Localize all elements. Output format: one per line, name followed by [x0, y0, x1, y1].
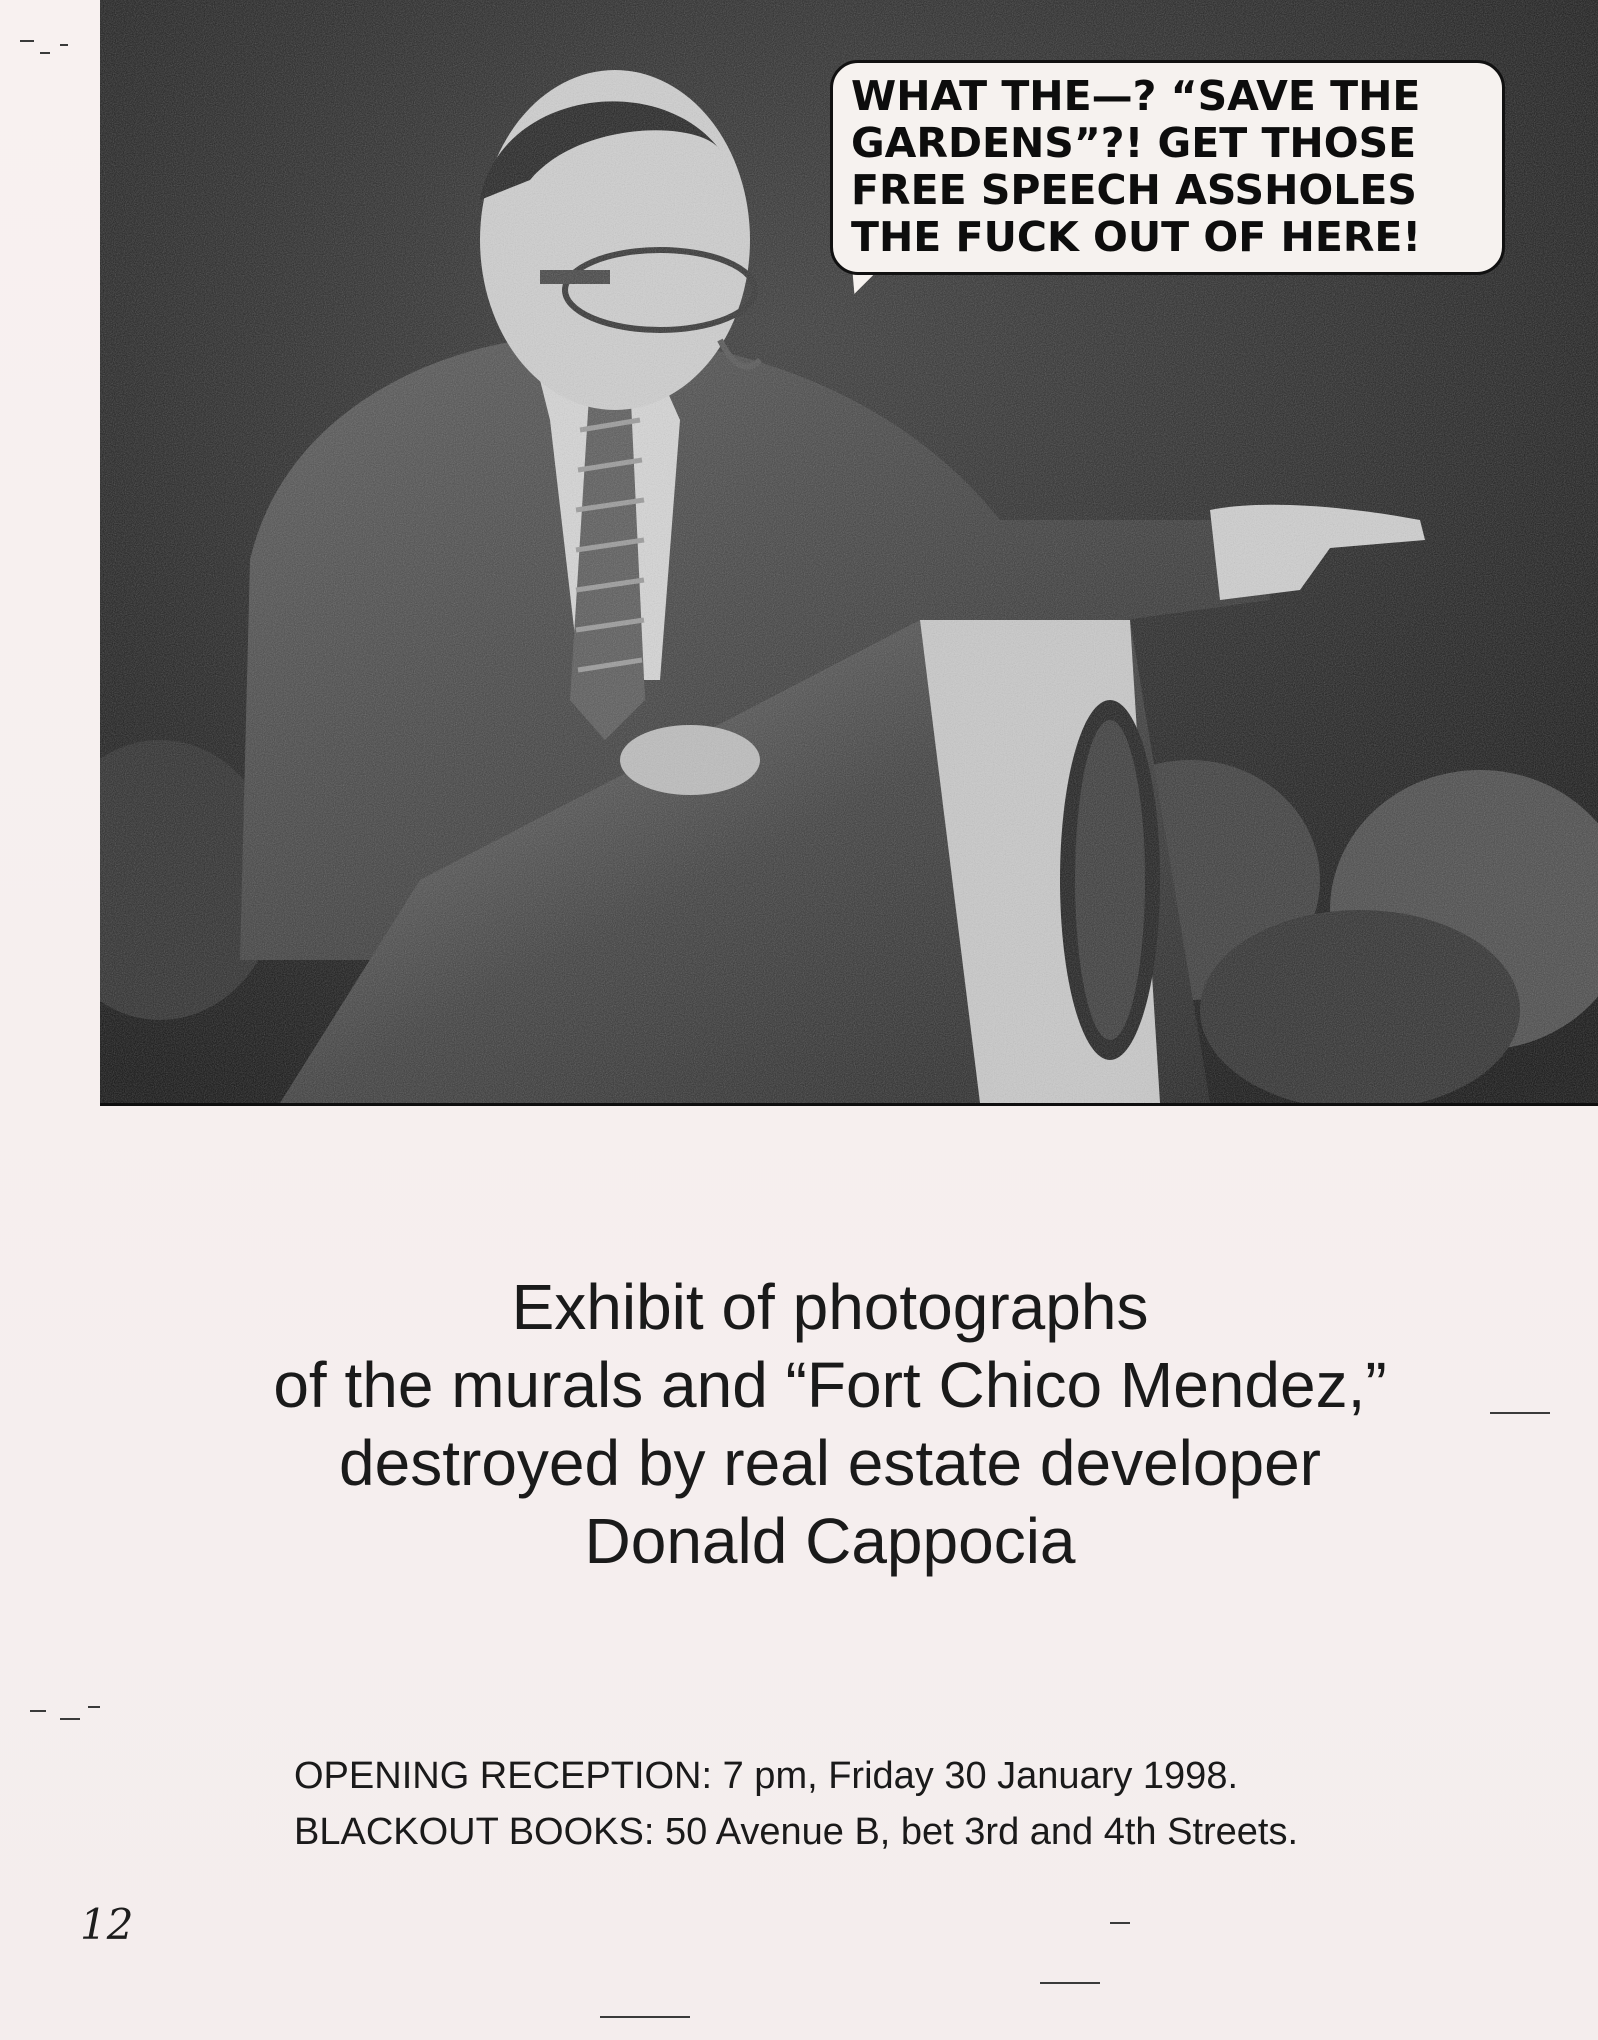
opening-reception: OPENING RECEPTION: 7 pm, Friday 30 January 1998.: [294, 1755, 1239, 1797]
event-details: [294, 1748, 1554, 1860]
caption-line-2: of the murals and “Fort Chico Mendez,”: [273, 1349, 1387, 1421]
caption-line-1: Exhibit of photographs: [511, 1271, 1149, 1343]
speech-bubble: [830, 60, 1505, 275]
bubble-line-1: WHAT THE—? “SAVE THE: [851, 72, 1421, 120]
bubble-line-2: GARDENS”?! GET THOSE: [851, 119, 1417, 167]
bubble-line-4: THE FUCK OUT OF HERE!: [851, 213, 1422, 261]
bubble-line-3: FREE SPEECH ASSHOLES: [851, 166, 1417, 214]
page-number: 12: [80, 1900, 134, 1949]
exhibit-caption: [100, 1268, 1560, 1580]
venue-address: BLACKOUT BOOKS: 50 Avenue B, bet 3rd and 4th Streets.: [294, 1811, 1299, 1853]
caption-line-3: destroyed by real estate developer: [339, 1427, 1321, 1499]
caption-line-4: Donald Cappocia: [584, 1505, 1076, 1577]
